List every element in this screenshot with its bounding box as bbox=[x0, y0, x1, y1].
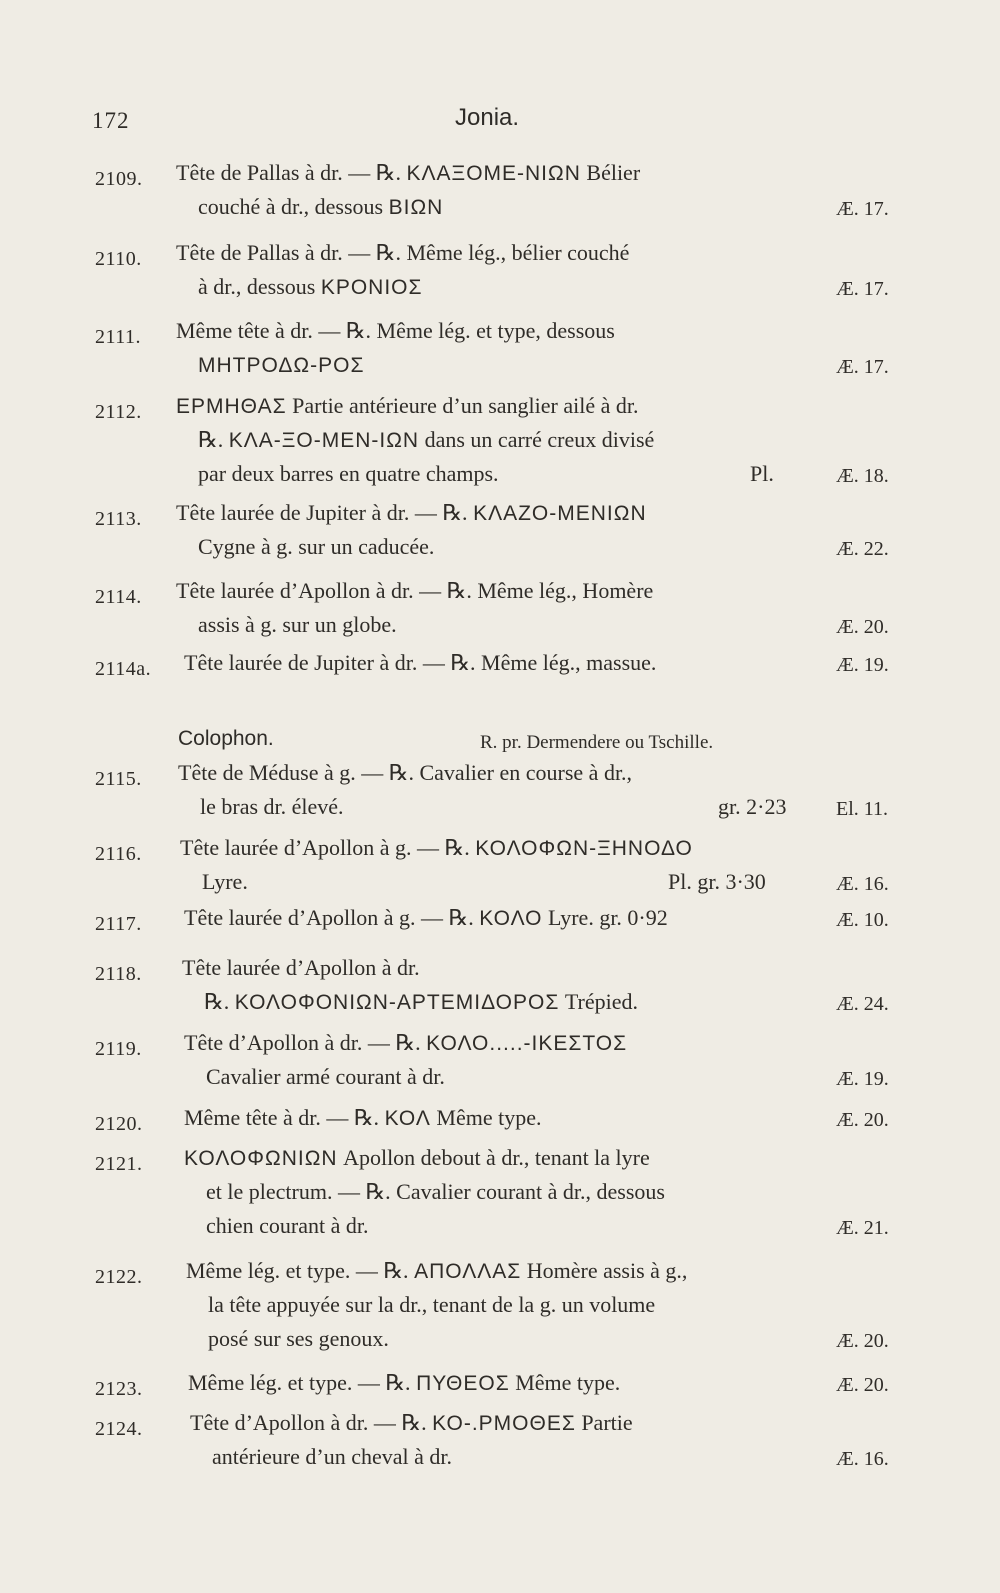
entry-number: 2109. bbox=[95, 168, 143, 190]
metal-size: El. 11. bbox=[836, 798, 889, 820]
entry-line-1 bbox=[178, 760, 632, 786]
metal-size: Æ. 17. bbox=[836, 198, 889, 220]
entry-line-1 bbox=[176, 393, 638, 419]
page-title: Jonia. bbox=[455, 104, 520, 131]
entry-line-1 bbox=[182, 955, 420, 981]
entry-number: 2118. bbox=[95, 963, 142, 985]
greek-legend: ΒΙΩΝ bbox=[388, 196, 444, 219]
entry-text: ℞. bbox=[198, 427, 229, 452]
metal-size: Æ. 17. bbox=[836, 278, 889, 300]
greek-legend: ΚΟ-.ΡΜΟΘΕΣ bbox=[432, 1412, 576, 1435]
entry-line-1 bbox=[184, 905, 668, 931]
metal-size: Æ. 21. bbox=[836, 1217, 889, 1239]
entry-line-1 bbox=[184, 1030, 627, 1056]
greek-legend: ΚΟΛΟΦΩΝ-ΞΗΝΟΔΟ bbox=[475, 837, 693, 860]
entry-line-1 bbox=[184, 1145, 650, 1171]
entry-text: Tête laurée de Jupiter à dr. — ℞. bbox=[176, 500, 474, 525]
greek-legend: ΠΥΘΕΟΣ bbox=[416, 1372, 510, 1395]
entry-text: Même type. bbox=[430, 1105, 542, 1130]
entry-text: Tête laurée d’Apollon à dr. — ℞. Même lég., Homère bbox=[176, 578, 654, 603]
entry-line-1 bbox=[190, 1410, 633, 1436]
entry-number: 2123. bbox=[95, 1378, 143, 1400]
entry-text: Cygne à g. sur un caducée. bbox=[198, 534, 435, 559]
metal-size: Æ. 19. bbox=[836, 1068, 889, 1090]
entry-text: Cavalier armé courant à dr. bbox=[206, 1064, 445, 1089]
entry-text: Même tête à dr. — ℞. Même lég. et type, dessous bbox=[176, 318, 615, 343]
greek-legend: ΚΛΑΞΟΜΕ-ΝΙΩΝ bbox=[406, 162, 581, 185]
entry-text: à dr., dessous bbox=[198, 274, 321, 299]
entry-number: 2113. bbox=[95, 508, 142, 530]
entry-number: 2124. bbox=[95, 1418, 143, 1440]
metal-size: Æ. 19. bbox=[836, 654, 889, 676]
entry-text: Partie bbox=[575, 1410, 633, 1435]
entry-text: Partie antérieure d’un sanglier ailé à dr. bbox=[286, 393, 639, 418]
greek-legend: ΜΗΤΡΟΔΩ-ΡΟΣ bbox=[198, 354, 365, 377]
entry-line-2 bbox=[206, 1064, 445, 1090]
metal-size: Æ. 18. bbox=[836, 465, 889, 487]
entry-number: 2121. bbox=[95, 1153, 143, 1175]
entry-text: Tête de Pallas à dr. — ℞. bbox=[176, 160, 407, 185]
entry-number: 2120. bbox=[95, 1113, 143, 1135]
metal-size: Æ. 10. bbox=[836, 909, 889, 931]
entry-text: ℞. bbox=[204, 989, 235, 1014]
entry-line-1 bbox=[188, 1370, 620, 1396]
entry-number: 2111. bbox=[95, 326, 142, 348]
entry-number: 2115. bbox=[95, 768, 142, 790]
entry-text: et le plectrum. — ℞. Cavalier courant à dr., dessous bbox=[206, 1179, 665, 1204]
metal-size: Æ. 17. bbox=[836, 356, 889, 378]
entry-line-1 bbox=[176, 160, 640, 186]
entry-text: Apollon debout à dr., tenant la lyre bbox=[337, 1145, 650, 1170]
entry-text: antérieure d’un cheval à dr. bbox=[212, 1444, 453, 1469]
greek-legend: ΚΟΛΟΦΟΝΙΩΝ-ΑΡΤΕΜΙΔΟΡΟΣ bbox=[234, 991, 560, 1014]
entry-text: Même tête à dr. — ℞. bbox=[184, 1105, 385, 1130]
entry-line-2 bbox=[198, 427, 654, 453]
entry-text: Lyre. bbox=[202, 869, 248, 894]
metal-size: Æ. 20. bbox=[836, 1374, 889, 1396]
greek-legend: ΑΠΟΛΛΑΣ bbox=[414, 1260, 522, 1283]
greek-legend: ΚΟΛΟ.....-ΙΚΕΣΤΟΣ bbox=[426, 1032, 628, 1055]
entry-text: Tête laurée d’Apollon à dr. bbox=[182, 955, 420, 980]
entry-text: Tête laurée d’Apollon à g. — ℞. bbox=[180, 835, 476, 860]
entry-number: 2116. bbox=[95, 843, 142, 865]
metal-size: Æ. 24. bbox=[836, 993, 889, 1015]
entry-number: 2114. bbox=[95, 586, 142, 608]
entry-text: assis à g. sur un globe. bbox=[198, 612, 397, 637]
weight-reference: gr. 2·23 bbox=[718, 794, 787, 819]
entry-line-2 bbox=[206, 1179, 665, 1205]
greek-legend: ΚΛΑ-ΞΟ-ΜΕΝ-ΙΩΝ bbox=[228, 429, 420, 452]
entry-line-2 bbox=[212, 1444, 452, 1470]
entry-line-3: chien courant à dr. bbox=[206, 1213, 369, 1238]
entry-text: Bélier bbox=[580, 160, 641, 185]
entry-line-2 bbox=[208, 1292, 655, 1318]
entry-text: Tête d’Apollon à dr. — ℞. bbox=[184, 1030, 427, 1055]
metal-size: Æ. 16. bbox=[836, 873, 889, 895]
metal-size: Æ. 16. bbox=[836, 1448, 889, 1470]
plate-reference: Pl. bbox=[750, 461, 774, 486]
entry-number: 2110. bbox=[95, 248, 142, 270]
greek-legend: ΕΡΜΗΘΑΣ bbox=[176, 395, 287, 418]
entry-text: dans un carré creux divisé bbox=[419, 427, 655, 452]
entry-text: Tête de Méduse à g. — ℞. Cavalier en course à dr., bbox=[178, 760, 633, 785]
entry-line-1 bbox=[180, 835, 693, 861]
entry-text: Même lég. et type. — ℞. bbox=[188, 1370, 417, 1395]
entry-line-2 bbox=[198, 352, 364, 378]
entry-text: Tête d’Apollon à dr. — ℞. bbox=[190, 1410, 433, 1435]
metal-size: Æ. 22. bbox=[836, 538, 889, 560]
entry-line-3: par deux barres en quatre champs. bbox=[198, 461, 499, 486]
entry-line-1 bbox=[186, 1258, 687, 1284]
metal-size: Æ. 20. bbox=[836, 1109, 889, 1131]
entry-line-1 bbox=[184, 1105, 542, 1131]
entry-line-1 bbox=[184, 650, 656, 676]
entry-number: 2117. bbox=[95, 913, 142, 935]
entry-line-1 bbox=[176, 500, 647, 526]
entry-number: 2114a. bbox=[95, 658, 152, 680]
metal-size: Æ. 20. bbox=[836, 616, 889, 638]
entry-line-1 bbox=[176, 578, 653, 604]
entry-number: 2119. bbox=[95, 1038, 142, 1060]
entry-text: la tête appuyée sur la dr., tenant de la g. un volume bbox=[208, 1292, 656, 1317]
greek-legend: ΚΟΛ bbox=[384, 1107, 431, 1130]
entry-text: le bras dr. élevé. bbox=[200, 794, 344, 819]
entry-text: Même type. bbox=[509, 1370, 621, 1395]
entry-line-2 bbox=[202, 869, 248, 895]
greek-legend: ΚΟΛΟ bbox=[479, 907, 543, 930]
entry-line-2 bbox=[198, 194, 443, 220]
entry-line-3: posé sur ses genoux. bbox=[208, 1326, 389, 1351]
entry-number: 2112. bbox=[95, 401, 142, 423]
entry-text: Tête laurée d’Apollon à g. — ℞. bbox=[184, 905, 480, 930]
entry-line-2 bbox=[198, 612, 397, 638]
section-location: R. pr. Dermendere ou Tschille. bbox=[480, 732, 714, 753]
entry-text: Lyre. gr. 0·92 bbox=[542, 905, 668, 930]
section-heading: Colophon. bbox=[178, 727, 274, 750]
entry-line-2 bbox=[200, 794, 344, 820]
entry-text: Même lég. et type. — ℞. bbox=[186, 1258, 415, 1283]
entry-line-1 bbox=[176, 240, 629, 266]
entry-text: Tête laurée de Jupiter à dr. — ℞. Même lég., massue. bbox=[184, 650, 657, 675]
metal-size: Æ. 20. bbox=[836, 1330, 889, 1352]
entry-text: Trépied. bbox=[559, 989, 638, 1014]
entry-line-2 bbox=[198, 534, 434, 560]
greek-legend: ΚΛΑΖΟ-ΜΕΝΙΩΝ bbox=[473, 502, 647, 525]
entry-text: couché à dr., dessous bbox=[198, 194, 389, 219]
entry-line-2 bbox=[204, 989, 638, 1015]
entry-line-1 bbox=[176, 318, 615, 344]
weight-reference: Pl. gr. 3·30 bbox=[668, 869, 766, 894]
entry-line-2 bbox=[198, 274, 423, 300]
entry-text: Tête de Pallas à dr. — ℞. Même lég., bélier couché bbox=[176, 240, 630, 265]
entry-number: 2122. bbox=[95, 1266, 143, 1288]
entry-text: Homère assis à g., bbox=[521, 1258, 688, 1283]
page-number: 172 bbox=[92, 108, 130, 133]
greek-legend: ΚΡΟΝΙΟΣ bbox=[320, 276, 423, 299]
greek-legend: ΚΟΛΟΦΩΝΙΩΝ bbox=[184, 1147, 338, 1170]
